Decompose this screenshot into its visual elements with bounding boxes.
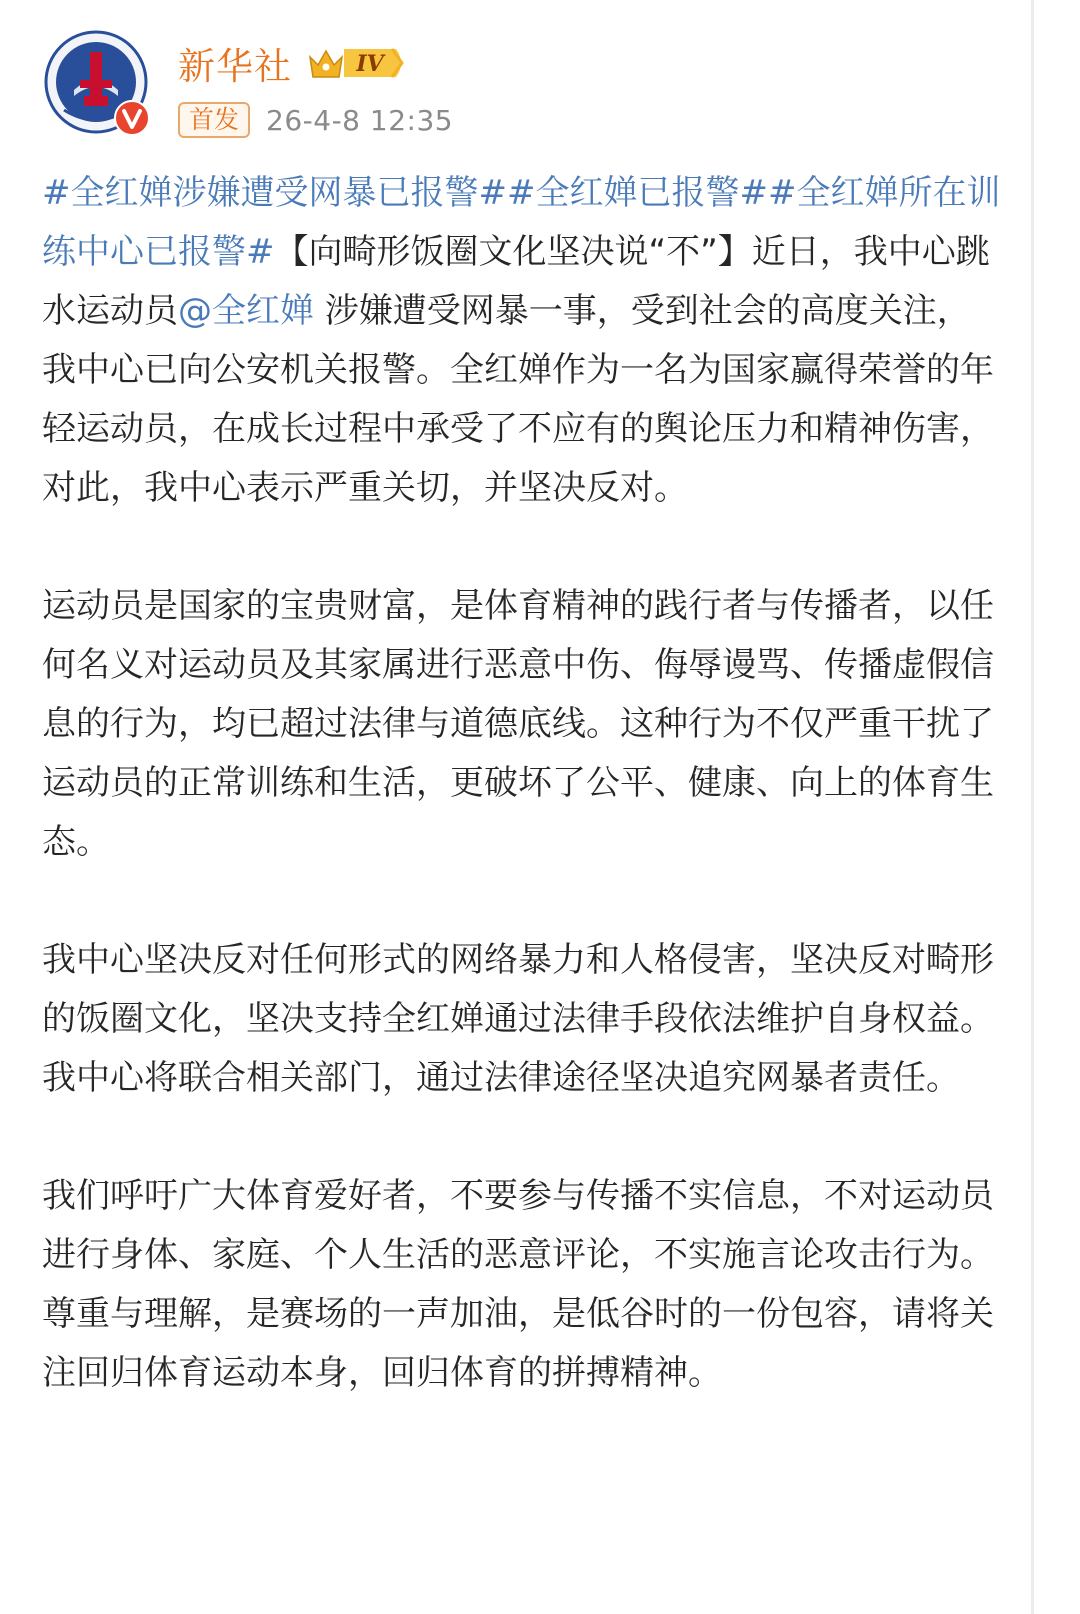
post-header — [44, 30, 1040, 140]
hashtag-link[interactable]: #全红婵所在训练中心已报警# — [42, 173, 1001, 272]
avatar[interactable] — [44, 30, 148, 134]
post-text: 涉嫌遭受网暴一事，受到社会的高度关注，我中心已向公安机关报警。全红婵作为一名为国家赢得荣誉的年轻运动员，在成长过程中承受了不应有的舆论压力和精神伤害，对此，我中心表示严重关切，并坚决反对。 — [42, 291, 994, 508]
post-headline: 【向畸形饭圈文化坚决说“不”】 — [274, 232, 752, 272]
meta-row — [178, 100, 453, 140]
paragraph-3: 我中心坚决反对任何形式的网络暴力和人格侵害，坚决反对畸形的饭圈文化，坚决支持全红婵通过法律手段依法维护自身权益。我中心将联合相关部门，通过法律途径坚决追究网暴者责任。 — [42, 940, 994, 1098]
post-body — [42, 164, 1002, 1462]
paragraph-1 — [42, 164, 1002, 518]
verified-v-icon — [114, 100, 150, 136]
post-text: 近日，我中心跳水运动员 — [42, 232, 990, 331]
level-text: IV — [356, 51, 384, 77]
first-post-tag: 首发 — [178, 102, 250, 138]
hashtag-link[interactable]: #全红婵已报警# — [506, 173, 768, 213]
post-time: 26-4-8 12:35 — [266, 103, 454, 137]
mention-link[interactable]: @全红婵 — [178, 291, 314, 331]
hashtag-link[interactable]: #全红婵涉嫌遭受网暴已报警# — [42, 173, 507, 213]
paragraph-2: 运动员是国家的宝贵财富，是体育精神的践行者与传播者，以任何名义对运动员及其家属进行恶意中伤、侮辱谩骂、传播虚假信息的行为，均已超过法律与道德底线。这种行为不仅严重干扰了运动员的正常训练和生活，更破坏了公平、健康、向上的体育生态。 — [42, 586, 994, 862]
author-name[interactable]: 新华社 — [178, 45, 292, 88]
paragraph-4: 我们呼吁广大体育爱好者，不要参与传播不实信息，不对运动员进行身体、家庭、个人生活的恶意评论，不实施言论攻击行为。尊重与理解，是赛场的一声加油，是低谷时的一份包容，请将关注回归体育运动本身，回归体育的拼搏精神。 — [42, 1176, 994, 1393]
crown-level-badge-icon[interactable] — [306, 43, 410, 83]
author-row — [178, 38, 410, 88]
scrollbar-track[interactable] — [1031, 0, 1034, 1614]
